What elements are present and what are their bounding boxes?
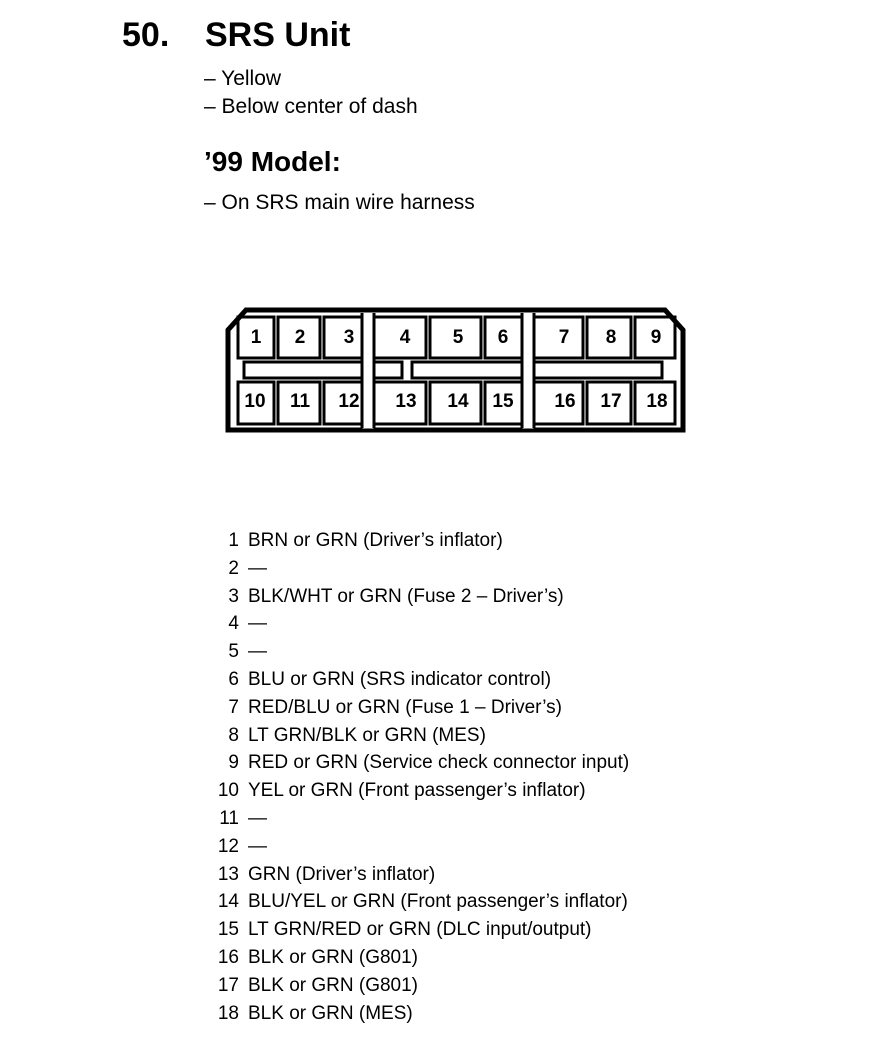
pin-row <box>206 1000 629 1028</box>
pin-number: 1 <box>228 530 239 551</box>
pin-label-1: 1 <box>250 327 262 348</box>
pin-row <box>206 694 629 722</box>
pin-description: RED/BLU or GRN (Fuse 1 – Driver’s) <box>248 696 562 718</box>
pin-label-18: 18 <box>646 391 668 412</box>
pin-list <box>206 527 629 1027</box>
pin-number: 10 <box>217 780 239 802</box>
pin-label-11: 11 <box>289 391 311 412</box>
pin-row <box>206 861 629 889</box>
pin-row <box>206 583 629 611</box>
pin-description: — <box>248 641 267 663</box>
model-heading: ’99 Model: <box>204 146 341 177</box>
pin-description: — <box>248 807 267 829</box>
pin-description: — <box>248 835 267 857</box>
pin-description: BLU or GRN (SRS indicator control) <box>248 668 552 690</box>
pin-number: 5 <box>228 641 239 663</box>
pin-label-3: 3 <box>343 327 355 348</box>
pin-label-10: 10 <box>244 391 266 412</box>
key-slot-right <box>412 362 662 378</box>
section-number: 50. <box>122 16 170 54</box>
pin-number: 3 <box>228 585 239 607</box>
pin-description: BLU/YEL or GRN (Front passenger’s inflator) <box>248 891 628 913</box>
pin-number: 6 <box>228 668 239 690</box>
pin-row <box>206 722 629 750</box>
pin-row <box>206 972 629 1000</box>
pin-number: 18 <box>217 1002 239 1024</box>
pin-label-15: 15 <box>492 391 514 412</box>
keyway-right <box>523 313 533 428</box>
pin-label-13: 13 <box>395 391 417 412</box>
pin-description: — <box>248 557 267 579</box>
pin-number: 11 <box>219 807 239 829</box>
pin-label-6: 6 <box>497 327 509 348</box>
pin-number: 17 <box>217 974 239 996</box>
pin-label-14: 14 <box>447 391 469 412</box>
pin-row <box>206 777 629 805</box>
pin-label-7: 7 <box>558 327 570 348</box>
pin-cavity <box>530 317 583 358</box>
pin-row <box>206 916 629 944</box>
pin-label-16: 16 <box>554 391 576 412</box>
keyway-left <box>363 313 373 428</box>
pin-number: 7 <box>228 696 239 718</box>
key-slot-left <box>244 362 402 378</box>
pin-label-9: 9 <box>650 327 662 348</box>
pin-description: RED or GRN (Service check connector input) <box>248 752 630 774</box>
pin-description: YEL or GRN (Front passenger’s inflator) <box>248 780 586 802</box>
pin-cavity <box>370 317 426 358</box>
pin-row <box>206 527 629 555</box>
pin-number: 16 <box>217 946 239 968</box>
pin-row <box>206 610 629 638</box>
pin-label-4: 4 <box>399 327 411 348</box>
pin-description: BLK or GRN (G801) <box>248 946 418 968</box>
pin-row <box>206 638 629 666</box>
pin-number: 4 <box>228 613 239 635</box>
pin-label-8: 8 <box>605 327 617 348</box>
pin-row <box>206 666 629 694</box>
pin-number: 13 <box>217 863 239 885</box>
location-position: – Below center of dash <box>204 95 418 118</box>
pin-description: — <box>248 613 267 635</box>
pin-number: 8 <box>228 724 239 746</box>
pin-description: LT GRN/BLK or GRN (MES) <box>248 724 486 746</box>
pin-number: 15 <box>217 919 239 941</box>
pin-row <box>206 944 629 972</box>
pin-number: 14 <box>217 891 239 913</box>
pin-description: GRN (Driver’s inflator) <box>248 863 436 885</box>
pin-description: BRN or GRN (Driver’s inflator) <box>248 530 503 551</box>
pin-label-17: 17 <box>600 391 622 412</box>
pin-number: 9 <box>228 752 239 774</box>
pin-description: BLK or GRN (G801) <box>248 974 418 996</box>
pin-number: 12 <box>217 835 239 857</box>
pin-label-2: 2 <box>294 327 306 348</box>
pin-row <box>206 888 629 916</box>
pin-row <box>206 555 629 583</box>
pin-description: LT GRN/RED or GRN (DLC input/output) <box>248 919 592 941</box>
model-location: – On SRS main wire harness <box>204 191 475 214</box>
pin-row <box>206 749 629 777</box>
pin-description: BLK/WHT or GRN (Fuse 2 – Driver’s) <box>248 585 564 607</box>
pin-description: BLK or GRN (MES) <box>248 1002 413 1024</box>
pin-row <box>206 805 629 833</box>
section-title: SRS Unit <box>205 16 351 54</box>
pin-label-12: 12 <box>338 391 360 412</box>
pin-label-5: 5 <box>452 327 464 348</box>
pin-number: 2 <box>228 557 239 579</box>
pin-row <box>206 833 629 861</box>
location-color: – Yellow <box>204 67 282 90</box>
